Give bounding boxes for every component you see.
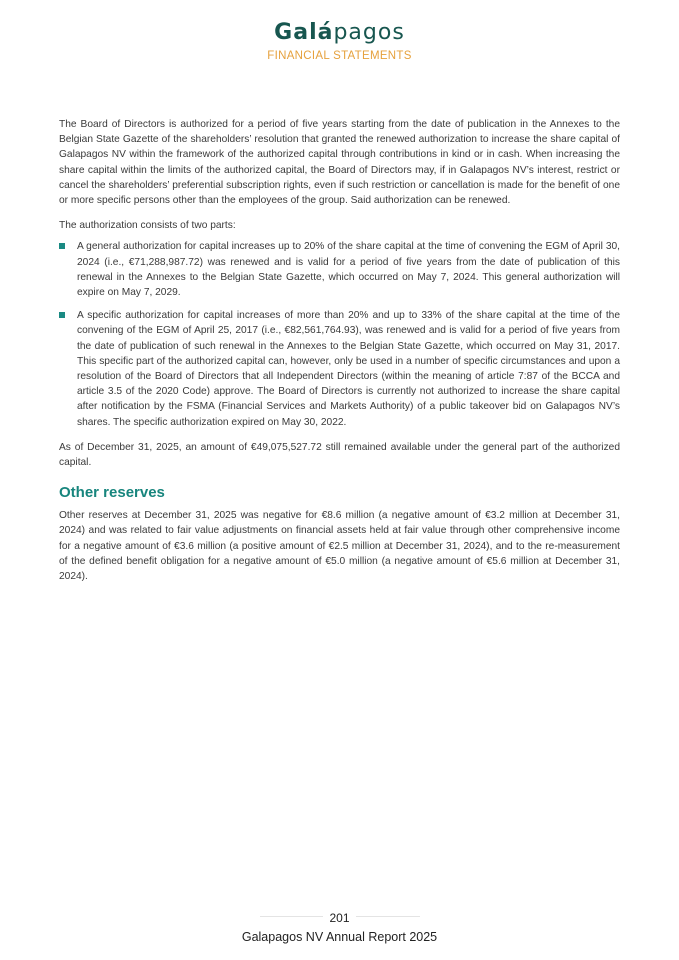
report-title: Galapagos NV Annual Report 2025 <box>241 930 438 944</box>
list-item-text: A specific authorization for capital increases of more than 20% and up to 33% of the share capital at the time of the convening of the EGM of April 25, 2017 (i.e., €82,561,764.93), was renewed and is valid for a period of five years from the date of publication of such renewal in the Annexes to the Belgian State Gazette, which occurred on May 31, 2017. This specific part of the authorized capital can, however, only be used in a number of specific circumstances and upon a resolution of the Board of Directors that all Independent Directors (within the meaning of article 7:87 of the BCCA and article 3.5 of the 2020 Code) approve. The Board of Directors is currently not authorized to increase the share capital after notification by the FSMA (Financial Services and Markets Authority) of a public takeover bid on Galapagos NV’s shares. The specific authorization expired on May 30, 2022. <box>77 310 620 428</box>
logo-text-light: pagos <box>333 20 405 45</box>
page-footer <box>0 908 679 944</box>
page-number: 201 <box>323 911 355 925</box>
other-reserves-heading: Other reserves <box>59 484 165 502</box>
main-content <box>59 117 620 594</box>
authorization-parts-list <box>59 239 620 429</box>
intro-paragraph: The Board of Directors is authorized for a period of five years starting from the date of publication in the Annexes to the Belgian State Gazette of the shareholders’ resolution that granted the renewed authorization to increase the share capital of Galapagos NV within the framework of the authorized capital through contributions in kind or in cash. When increasing the share capital within the limits of the authorized capital, the Board of Directors may, if in Galapagos NV’s interest, restrict or cancel the shareholders’ preferential subscription rights, even if such restriction or cancellation is made for the benefit of one or more specific persons other than the employees of the group. Said authorization can be renewed. <box>59 119 620 207</box>
other-reserves-paragraph: Other reserves at December 31, 2025 was negative for €8.6 million (a negative amount of €3.2 million at December 31, 2024) and was related to fair value adjustments on financial assets held at fair value through other comprehensive income for a negative amount of €3.6 million (a positive amount of €2.5 million at December 31, 2024), and to the re-measurement of the defined benefit obligation for a negative amount of €5.0 million (a negative amount of €5.6 million at December 31, 2024). <box>59 510 620 583</box>
list-item <box>59 239 620 300</box>
square-bullet-icon <box>59 243 65 249</box>
galapagos-logo <box>274 20 405 46</box>
list-item-text: A general authorization for capital increases up to 20% of the share capital at the time of convening the EGM of April 30, 2024 (i.e., €71,288,987.72) was renewed and is valid for a period of five years from the date of publication of this renewal in the Annexes to the Belgian State Gazette, which occurred on May 7, 2024. This general authorization will expire on May 7, 2029. <box>77 241 620 299</box>
page-header <box>0 20 679 62</box>
remaining-capital-paragraph: As of December 31, 2025, an amount of €49,075,527.72 still remained available under the general part of the authorized capital. <box>59 441 620 469</box>
square-bullet-icon <box>59 312 65 318</box>
list-item <box>59 308 620 430</box>
logo-text-bold: Galá <box>274 20 334 45</box>
section-title: FINANCIAL STATEMENTS <box>267 50 412 62</box>
authorization-parts-intro: The authorization consists of two parts: <box>59 220 236 232</box>
